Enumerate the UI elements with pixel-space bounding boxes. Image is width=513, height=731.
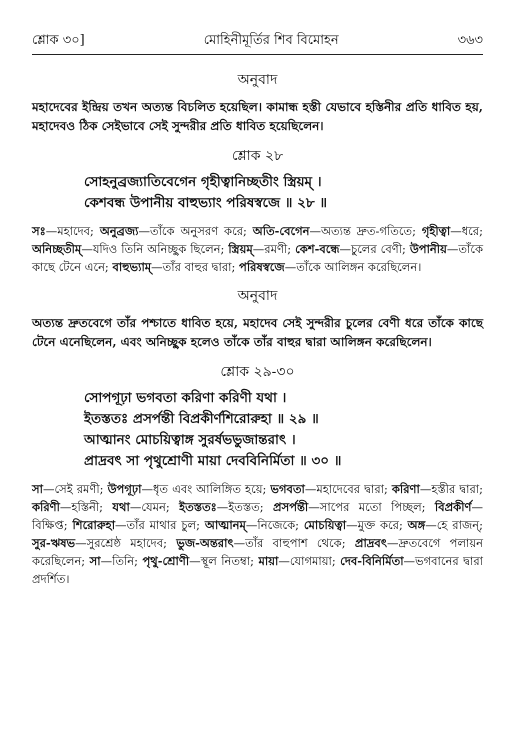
synonym-meaning: —তাঁর বাহুর দ্বারা;	[151, 260, 240, 274]
verse-line: কেশবন্ধ উপানীয় বাহুভ্যাং পরিষস্বজে ॥ ২৮ ॥	[84, 195, 327, 211]
synonym-meaning: —স্থূল নিতম্বা;	[189, 554, 259, 568]
synonym-term: বিপ্রকীর্ণ	[434, 500, 472, 514]
verse-text	[84, 388, 483, 472]
synonym-meaning: —তাঁকে অনুসরণ করে;	[138, 224, 253, 238]
synonym-meaning: —তাঁর বাহুপাশ থেকে;	[233, 536, 355, 550]
synonym-term: শিরোরুহা	[72, 518, 116, 532]
synonym-term: সুর-ঋষভ	[32, 536, 76, 550]
synonym-meaning: —তাঁর মাথার চুল;	[115, 518, 205, 532]
verse-line: সোপগূঢ়া ভগবতা করিণা করিণী যথা ।	[84, 390, 287, 406]
page-number: ৩৬৩	[457, 32, 483, 48]
verse-line: আত্মানং মোচয়িত্বাঙ্গ সুরর্ষভভুজান্তরাৎ ।	[84, 432, 296, 448]
synonym-term: সা	[32, 482, 43, 496]
verse-line: সোহনুব্রজ্যাতিবেগেন গৃহীত্বানিচ্ছতীং স্ত্রিয়ম্ ।	[84, 174, 322, 190]
synonym-meaning: —সেই রমণী;	[42, 482, 108, 496]
header-verse-ref: শ্লোক ৩০]	[32, 32, 85, 48]
synonym-meaning: —যেমন;	[129, 500, 180, 514]
synonym-meaning: —হস্তিনী;	[59, 500, 113, 514]
translation-heading: অনুবাদ	[237, 72, 278, 88]
synonym-meaning: —তিনি;	[100, 554, 143, 568]
verse-line: প্রাদ্রবৎ সা পৃথুশ্রোণী মায়া দেববিনির্মিতা ॥ ৩০ ॥	[84, 453, 342, 469]
synonym-meaning: —মহাদেব;	[45, 224, 100, 238]
synonym-meaning: —মহাদেবের দ্বারা;	[304, 482, 392, 496]
synonym-meaning: —যদিও তিনি অনিচ্ছুক ছিলেন;	[81, 242, 229, 256]
synonym-term: করিণা	[391, 482, 420, 496]
synonym-meaning: —অত্যন্ত দ্রুত-গতিতে;	[309, 224, 422, 238]
word-meanings	[32, 480, 483, 588]
verse-title: শ্লোক ২৮	[231, 148, 284, 164]
synonym-meaning: —ইতস্তত;	[216, 500, 274, 514]
synonym-term: মোচয়িত্বা	[303, 518, 347, 532]
page-content	[32, 62, 483, 596]
translation-text: মহাদেবের ইন্দ্রিয় তখন অত্যন্ত বিচলিত হয়েছিল। কামান্ধ হস্তী যেভাবে হস্তিনীর প্রতি ধাবিত হয়, মহাদেবও ঠিক সেইভাবে সেই সুন্দরীর প্রতি ধাবিত হয়েছিলেন।	[32, 100, 483, 133]
verse-text	[84, 172, 483, 214]
synonym-meaning: —রমণী;	[252, 242, 296, 256]
synonym-term: উপগূঢ়া	[107, 482, 142, 496]
synonym-meaning: —তাঁকে কাছে টেনে এনে;	[32, 242, 483, 274]
synonym-meaning: —সুরশ্রেষ্ঠ মহাদেব;	[75, 536, 177, 550]
synonym-term: করিণী	[32, 500, 60, 514]
running-header	[32, 30, 483, 52]
synonym-meaning: —যোগমায়া;	[278, 554, 341, 568]
synonym-term: প্রাদ্রবৎ	[354, 536, 387, 550]
synonym-term: পরিষস্বজে	[239, 260, 285, 274]
header-chapter-title: মোহিনীমূর্তির শিব বিমোহন	[203, 32, 339, 48]
synonym-term: দেব-বিনির্মিতা	[340, 554, 404, 568]
translation-text: অত্যন্ত দ্রুতবেগে তাঁর পশ্চাতে ধাবিত হয়ে, মহাদেব সেই সুন্দরীর চুলের বেণী ধরে তাঁকে কাছে টেনে এনেছিলেন, এবং অনিচ্ছুক হলেও তাঁকে তাঁর বাহুর দ্বারা আলিঙ্গন করেছিলেন।	[32, 316, 483, 349]
synonym-term: অতি-বেগেন	[252, 224, 310, 238]
synonym-term: অঙ্গ	[407, 518, 426, 532]
synonym-meaning: —হস্তীর দ্বারা;	[419, 482, 483, 496]
word-meanings	[32, 222, 483, 276]
translation-heading: অনুবাদ	[237, 288, 278, 304]
synonym-meaning: —ভগবানের দ্বারা প্রদর্শিত।	[32, 554, 483, 586]
synonym-term: আত্মানম্	[204, 518, 246, 532]
synonym-term: বাহুভ্যাম্	[112, 260, 152, 274]
synonym-meaning: —চুলের বেণী;	[339, 242, 410, 256]
synonym-term: স্ত্রিয়ম্	[228, 242, 253, 256]
synonym-term: সঃ	[32, 224, 46, 238]
verse-title: শ্লোক ২৯-৩০	[220, 364, 295, 380]
synonym-term: উপানীয়	[409, 242, 447, 256]
synonym-meaning: —তাঁকে আলিঙ্গন করেছিলেন।	[284, 260, 422, 274]
synonym-meaning: —নিজেকে;	[245, 518, 304, 532]
synonym-term: প্রসর্পন্তী	[273, 500, 309, 514]
synonym-term: সা	[89, 554, 101, 568]
synonym-term: গৃহীত্বা	[421, 224, 451, 238]
synonym-term: অনুব্রজ্য	[99, 224, 139, 238]
synonym-meaning: —ধরে;	[450, 224, 483, 238]
synonym-term: ভগবতা	[270, 482, 305, 496]
synonym-term: ভুজ-অন্তরাৎ	[176, 536, 234, 550]
synonym-meaning: —বিক্ষিপ্ত;	[32, 500, 483, 532]
synonym-meaning: —ধৃত এবং আলিঙ্গিত হয়ে;	[141, 482, 271, 496]
synonym-term: ইতস্ততঃ	[179, 500, 217, 514]
verse-line: ইতস্ততঃ প্রসর্পন্তী বিপ্রকীর্ণশিরোরুহা ॥ ২৯ ॥	[84, 411, 319, 427]
synonym-term: পৃথু-শ্রোণী	[142, 554, 190, 568]
synonym-meaning: —হে রাজন্;	[425, 518, 483, 532]
synonym-term: মায়া	[258, 554, 279, 568]
synonym-meaning: —মুক্ত করে;	[346, 518, 408, 532]
synonym-term: অনিচ্ছতীম্	[32, 242, 82, 256]
synonym-term: যথা	[112, 500, 130, 514]
synonym-meaning: —সাপের মতো পিচ্ছল;	[308, 500, 435, 514]
header-rule	[32, 54, 483, 55]
synonym-meaning: —দ্রুতবেগে পলায়ন করেছিলেন;	[32, 536, 483, 568]
synonym-term: কেশ-বন্ধে	[295, 242, 340, 256]
